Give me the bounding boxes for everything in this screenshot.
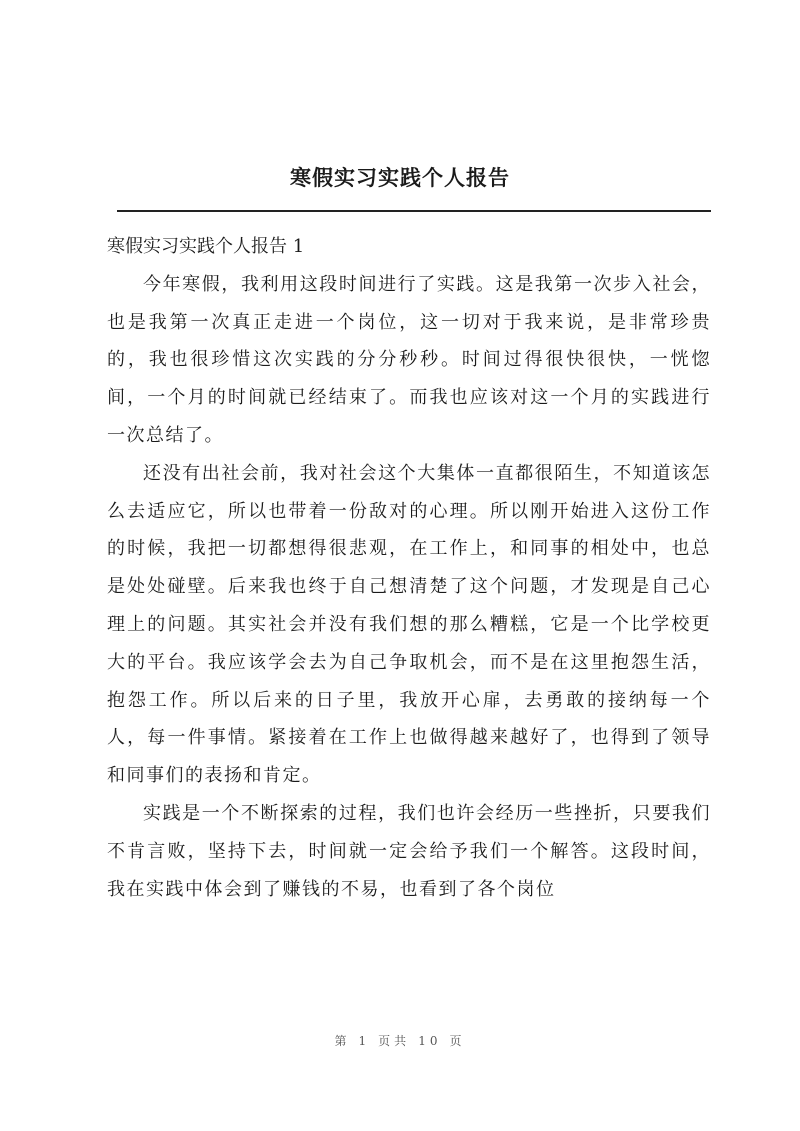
footer-middle: 页共 (378, 1034, 411, 1048)
page-title: 寒假实习实践个人报告 (290, 165, 510, 190)
page-footer (0, 1032, 800, 1049)
footer-suffix: 页 (449, 1034, 466, 1048)
footer-total-pages: 10 (418, 1034, 442, 1048)
paragraph-2: 还没有出社会前，我对社会这个大集体一直都很陌生，不知道该怎么去适应它，所以也带着一份敌对的心理。所以刚开始进入这份工作的时候，我把一切都想得很悲观，在工作上，和同事的相处中，也总是处处碰壁。后来我也终于自己想清楚了这个问题，才发现是自己心理上的问题。其实社会并没有我们想的那么糟糕，它是一个比学校更大的平台。我应该学会去为自己争取机会，而不是在这里抱怨生活，抱怨工作。所以后来的日子里，我放开心扉，去勇敢的接纳每一个人，每一件事情。紧接着在工作上也做得越来越好了，也得到了领导和同事们的表扬和肯定。 (107, 462, 711, 787)
paragraph-3: 实践是一个不断探索的过程，我们也许会经历一些挫折，只要我们不肯言败，坚持下去，时间就一定会给予我们一个解答。这段时间，我在实践中体会到了赚钱的不易，也看到了各个岗位 (107, 802, 711, 900)
section-heading: 寒假实习实践个人报告 1 (107, 236, 305, 257)
document-body (107, 228, 711, 908)
paragraph-1: 今年寒假，我利用这段时间进行了实践。这是我第一次步入社会，也是我第一次真正走进一个岗位，这一切对于我来说，是非常珍贵的，我也很珍惜这次实践的分分秒秒。时间过得很快很快，一恍惚间，一个月的时间就已经结束了。而我也应该对这一个月的实践进行一次总结了。 (107, 273, 711, 446)
footer-prefix: 第 (334, 1034, 351, 1048)
title-divider (117, 210, 711, 212)
footer-current-page: 1 (358, 1034, 371, 1048)
